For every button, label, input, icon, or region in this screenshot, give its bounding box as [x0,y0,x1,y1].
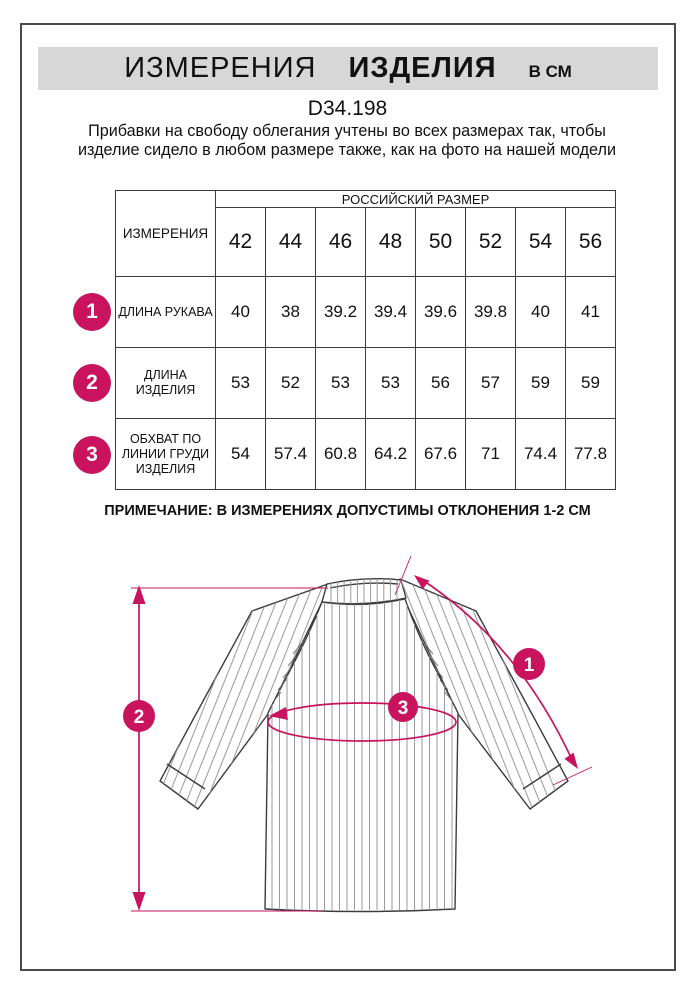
chest-badge-number: 3 [397,698,409,719]
title-word-measurements: ИЗМЕРЕНИЯ [124,52,317,84]
cell-value: 39.8 [466,277,516,348]
cell-value: 67.6 [416,419,466,490]
cell-value: 39.4 [366,277,416,348]
cell-value: 64.2 [366,419,416,490]
size-header: 52 [466,208,516,277]
cell-value: 39.6 [416,277,466,348]
size-header: 42 [216,208,266,277]
cell-value: 54 [216,419,266,490]
cell-value: 77.8 [566,419,616,490]
length-badge-number: 2 [133,707,145,728]
cell-value: 56 [416,348,466,419]
cell-value: 52 [266,348,316,419]
fit-description: Прибавки на свободу облегания учтены во всех размерах так, чтобы изделие сидело в любом размере также, как на фото на нашей модели [77,122,617,159]
title-word-product: ИЗДЕЛИЯ [348,52,497,84]
row-number-badge-1: 1 [73,293,111,331]
cell-value: 41 [566,277,616,348]
cell-value: 53 [216,348,266,419]
cell-value: 38 [266,277,316,348]
size-header: 50 [416,208,466,277]
cell-value: 53 [316,348,366,419]
table-group-header: РОССИЙСКИЙ РАЗМЕР [216,191,616,208]
row-number-badge-3: 3 [73,436,111,474]
product-code: D34.198 [307,97,388,120]
cell-value: 74.4 [516,419,566,490]
table-corner-header: ИЗМЕРЕНИЯ [116,191,216,277]
cell-value: 57.4 [266,419,316,490]
cell-value: 60.8 [316,419,366,490]
cell-value: 39.2 [316,277,366,348]
sweater-sketch [143,555,573,912]
cell-value: 40 [216,277,266,348]
size-header: 48 [366,208,416,277]
size-header: 46 [316,208,366,277]
cell-value: 71 [466,419,516,490]
cell-value: 59 [566,348,616,419]
size-header: 44 [266,208,316,277]
row-label: ОБХВАТ ПО ЛИНИИ ГРУДИ ИЗДЕЛИЯ [116,419,216,490]
tolerance-note: ПРИМЕЧАНИЕ: В ИЗМЕРЕНИЯХ ДОПУСТИМЫ ОТКЛОНЕНИЯ 1-2 СМ [104,503,591,519]
title-unit: В СМ [528,61,572,81]
cell-value: 59 [516,348,566,419]
size-header: 54 [516,208,566,277]
row-number-badge-2: 2 [73,364,111,402]
sleeve-badge-number: 1 [523,655,535,676]
row-label: ДЛИНА ИЗДЕЛИЯ [116,348,216,419]
row-label: ДЛИНА РУКАВА [116,277,216,348]
cell-value: 53 [366,348,416,419]
size-header: 56 [566,208,616,277]
cell-value: 40 [516,277,566,348]
cell-value: 57 [466,348,516,419]
